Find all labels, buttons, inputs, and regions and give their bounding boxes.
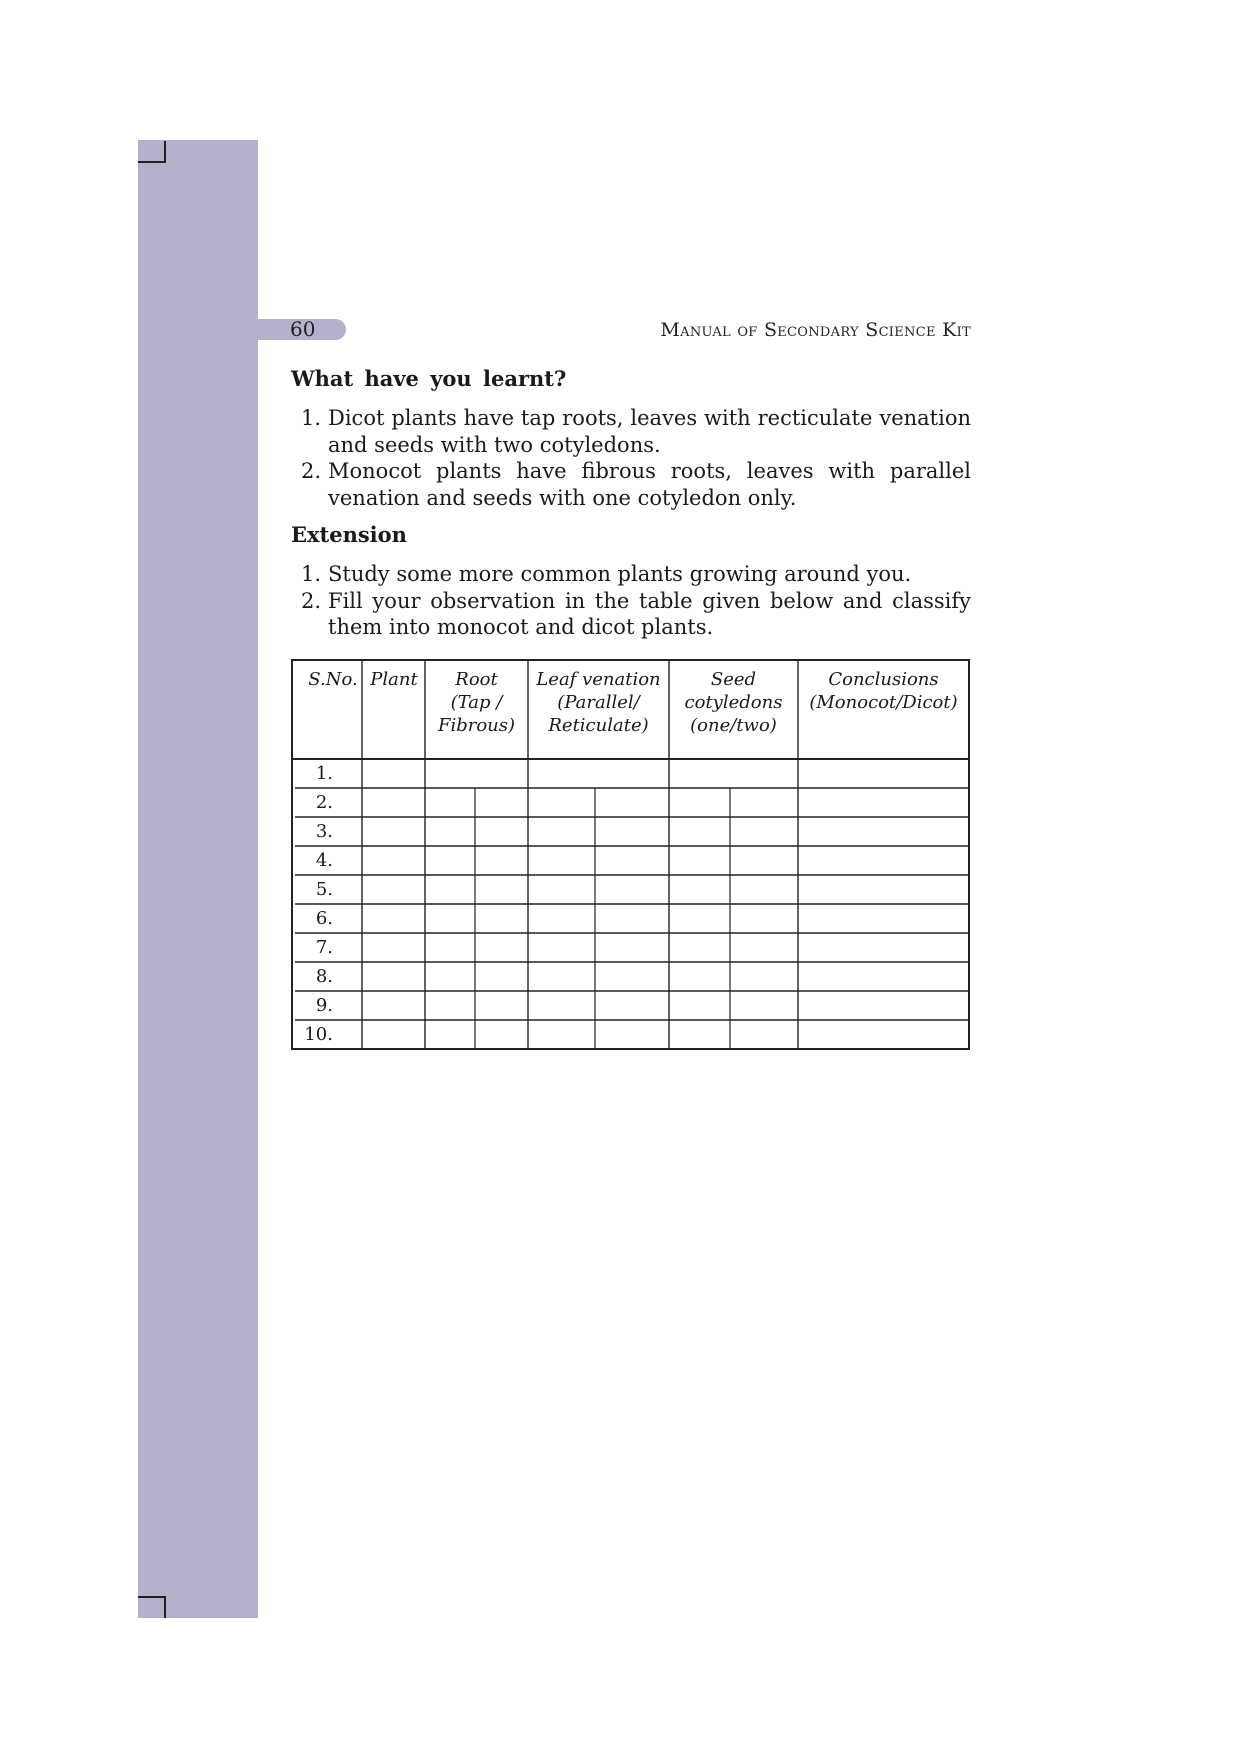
- header-seed-line: cotyledons: [684, 692, 783, 713]
- header-sno-text: S.No.: [308, 669, 358, 690]
- row-number: 5.: [315, 879, 333, 900]
- page-content: [291, 364, 971, 641]
- row-number: 3.: [315, 821, 333, 842]
- crop-mark-bottom: [138, 1596, 166, 1618]
- header-seed-line: (one/two): [690, 715, 777, 736]
- header-sno: [305, 668, 361, 691]
- page-number: 60: [290, 317, 316, 341]
- header-seed-cotyledons: [669, 668, 798, 737]
- row-number: 6.: [315, 908, 333, 929]
- row-number: 4.: [315, 850, 333, 871]
- header-conc-line: (Monocot/Dicot): [809, 692, 958, 713]
- extension-list: [291, 561, 971, 641]
- row-number: 2.: [315, 792, 333, 813]
- list-item-text: Monocot plants have fibrous roots, leaves with parallel venation and seeds with one cotyledon only.: [328, 459, 971, 510]
- list-item-number: 1.: [301, 406, 322, 430]
- crop-mark-top: [138, 141, 166, 163]
- list-item: [291, 458, 971, 511]
- header-root-line: Fibrous): [437, 715, 516, 736]
- learnt-list: [291, 405, 971, 511]
- header-leaf-venation: [528, 668, 669, 737]
- list-item-text: Fill your observation in the table given below and classify them into monocot and dicot plants.: [328, 588, 971, 639]
- list-item-text: Dicot plants have tap roots, leaves with recticulate venation and seeds with two cotyledons.: [328, 406, 971, 457]
- header-conclusions: [798, 668, 969, 714]
- row-number: 10.: [304, 1024, 333, 1045]
- list-item: [291, 561, 971, 588]
- row-number: 8.: [315, 966, 333, 987]
- observation-table: [291, 659, 970, 1050]
- header-leaf-line: Leaf venation: [536, 669, 661, 690]
- running-head: Manual of Secondary Science Kit: [660, 319, 971, 341]
- row-number: 7.: [315, 937, 333, 958]
- header-root-line: Root: [455, 669, 498, 690]
- header-root-line: (Tap /: [450, 692, 503, 713]
- header-leaf-line: (Parallel/: [557, 692, 640, 713]
- list-item-text: Study some more common plants growing around you.: [328, 562, 912, 586]
- learnt-heading: What have you learnt?: [291, 366, 567, 391]
- header-root: [425, 668, 528, 737]
- list-item: [291, 405, 971, 458]
- row-number: 1.: [315, 763, 333, 784]
- header-leaf-line: Reticulate): [548, 715, 649, 736]
- header-conc-line: Conclusions: [828, 669, 939, 690]
- list-item-number: 1.: [301, 562, 322, 586]
- row-number: 9.: [315, 995, 333, 1016]
- list-item-number: 2.: [301, 459, 322, 483]
- list-item: [291, 588, 971, 641]
- header-plant-text: Plant: [370, 669, 418, 690]
- extension-heading: Extension: [291, 522, 407, 547]
- list-item-number: 2.: [301, 588, 322, 613]
- header-plant: [363, 668, 425, 691]
- side-margin-band: [138, 140, 258, 1618]
- header-seed-line: Seed: [710, 669, 757, 690]
